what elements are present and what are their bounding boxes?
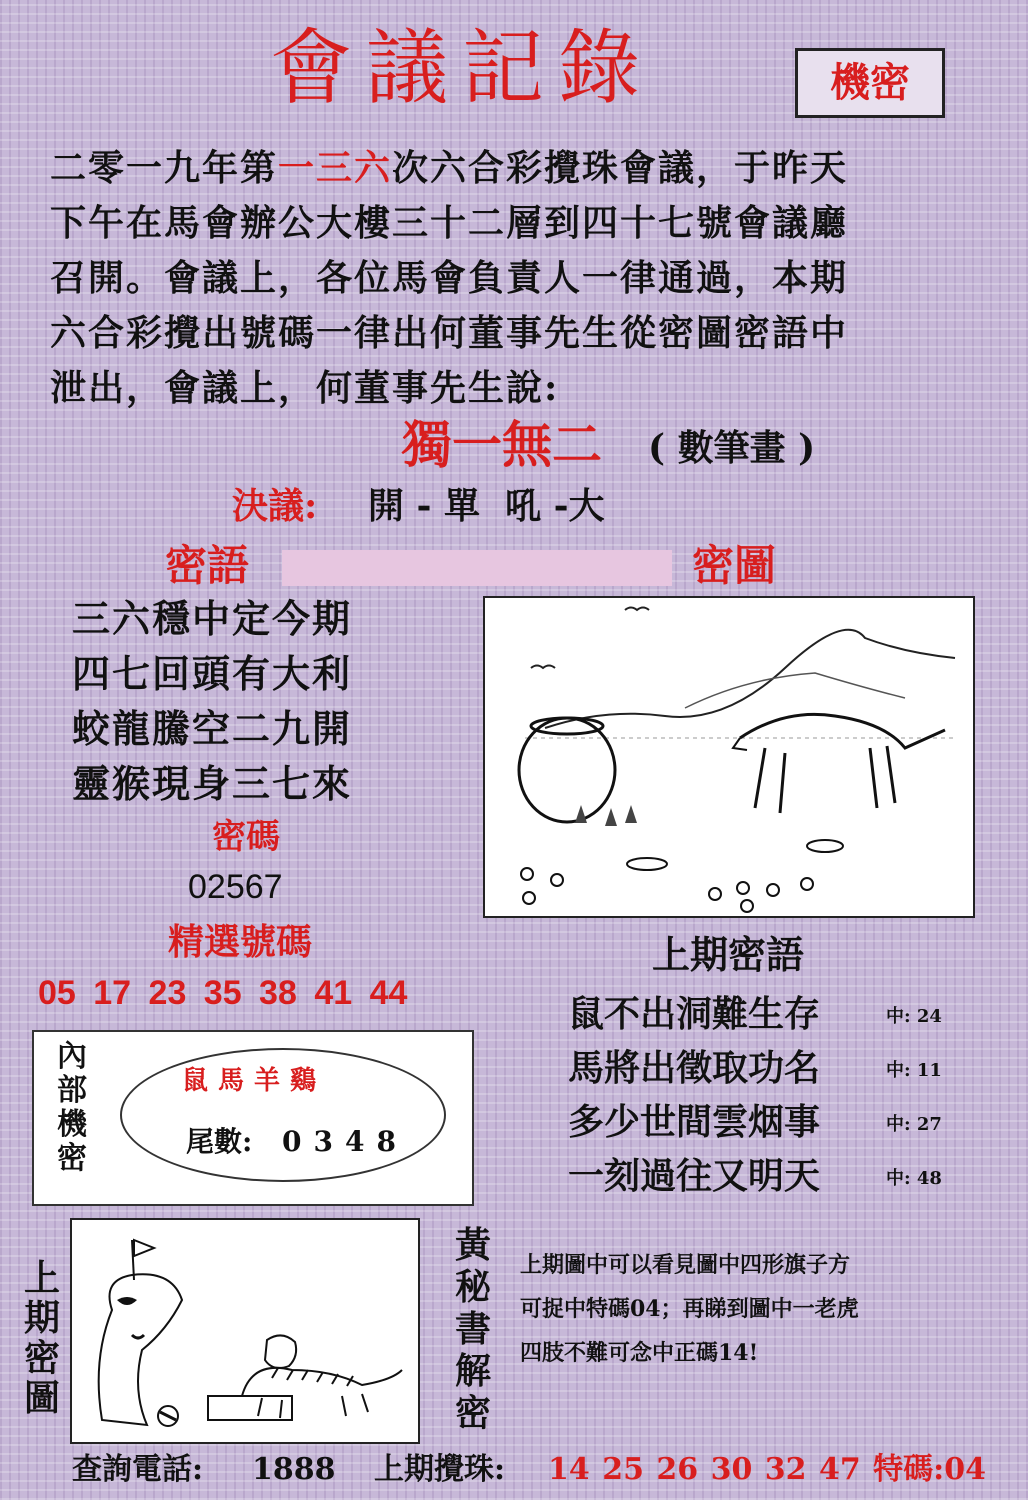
previous-words-line: 一刻過往又明天 <box>568 1155 821 1197</box>
draw-number: 一三六 <box>278 147 393 189</box>
previous-draw-numbers: 14 25 26 30 32 47 特碼:04 <box>548 1452 986 1487</box>
secret-code-value: 02567 <box>188 868 283 906</box>
explanation-line: 上期圖中可以看見圖中四形旗子方 <box>520 1252 851 1278</box>
slogan-note: ( 數筆畫 ) <box>648 427 816 469</box>
previous-words-heading: 上期密語 <box>652 932 805 977</box>
intro-line-1-c: 次六合彩攪珠會議，于昨天 <box>392 147 849 189</box>
tail-digits: 0348 <box>282 1125 408 1158</box>
secret-words-line: 三六穩中定今期 <box>72 596 353 641</box>
previous-picture-illustration <box>70 1218 420 1444</box>
secret-words-heading: 密語 <box>165 541 250 590</box>
secret-picture-illustration <box>483 596 975 918</box>
previous-words-hit: 中: 48 <box>886 1168 942 1189</box>
intro-line-3: 召開。會議上，各位馬會負責人一律通過，本期 <box>50 257 849 299</box>
page-title: 會議記錄 <box>270 21 655 116</box>
secret-picture-heading: 密圖 <box>692 541 777 590</box>
phone-number: 1888 <box>252 1452 336 1487</box>
previous-words-line: 馬將出徵取功名 <box>568 1047 821 1089</box>
previous-words-hit: 中: 11 <box>886 1060 942 1081</box>
secret-code-heading: 密碼 <box>212 817 280 857</box>
intro-line-5: 泄出，會議上，何董事先生說: <box>50 367 560 409</box>
secret-badge: 機密 <box>795 48 945 118</box>
resolution-label: 決議: <box>232 485 318 527</box>
secretary-label: 黃秘書解密 <box>454 1224 491 1434</box>
slogan: 獨一無二 <box>402 415 602 474</box>
previous-words-hit: 中: 27 <box>886 1114 942 1135</box>
intro-line-1-a: 二零一九年第 <box>50 147 279 189</box>
resolution-value: 開 - 單 吼 -大 <box>368 485 605 527</box>
intro-line-1 <box>50 147 849 189</box>
explanation-line: 四肢不難可念中正碼14! <box>520 1340 759 1366</box>
intro-line-2: 下午在馬會辦公大樓三十二層到四十七號會議廳 <box>50 202 849 244</box>
zodiac-list: 鼠馬羊鷄 <box>182 1066 327 1096</box>
secret-words-line: 蛟龍騰空二九開 <box>72 706 353 751</box>
horse-pot-drawing <box>485 598 973 916</box>
previous-draw-label: 上期攪珠: <box>374 1452 506 1487</box>
secret-words-line: 四七回頭有大利 <box>72 651 353 696</box>
inner-secret-label: 內部機密 <box>57 1039 87 1176</box>
secret-words-line: 靈猴現身三七來 <box>72 761 353 806</box>
tiger-flag-drawing <box>72 1220 418 1442</box>
phone-label: 查詢電話: <box>72 1452 204 1487</box>
previous-picture-label: 上期密圖 <box>23 1257 60 1419</box>
tail-label: 尾數: <box>186 1125 253 1158</box>
previous-words-line: 多少世間雲烟事 <box>568 1101 821 1143</box>
previous-words-hit: 中: 24 <box>886 1006 942 1027</box>
picks-numbers: 05 17 23 35 38 41 44 <box>38 974 408 1012</box>
intro-line-4: 六合彩攪出號碼一律出何董事先生從密圖密語中 <box>50 312 849 354</box>
explanation-line: 可捉中特碼04；再睇到圖中一老虎 <box>520 1296 859 1322</box>
divider-bar <box>282 550 672 586</box>
previous-words-line: 鼠不出洞難生存 <box>568 993 821 1035</box>
picks-heading: 精選號碼 <box>168 921 313 963</box>
